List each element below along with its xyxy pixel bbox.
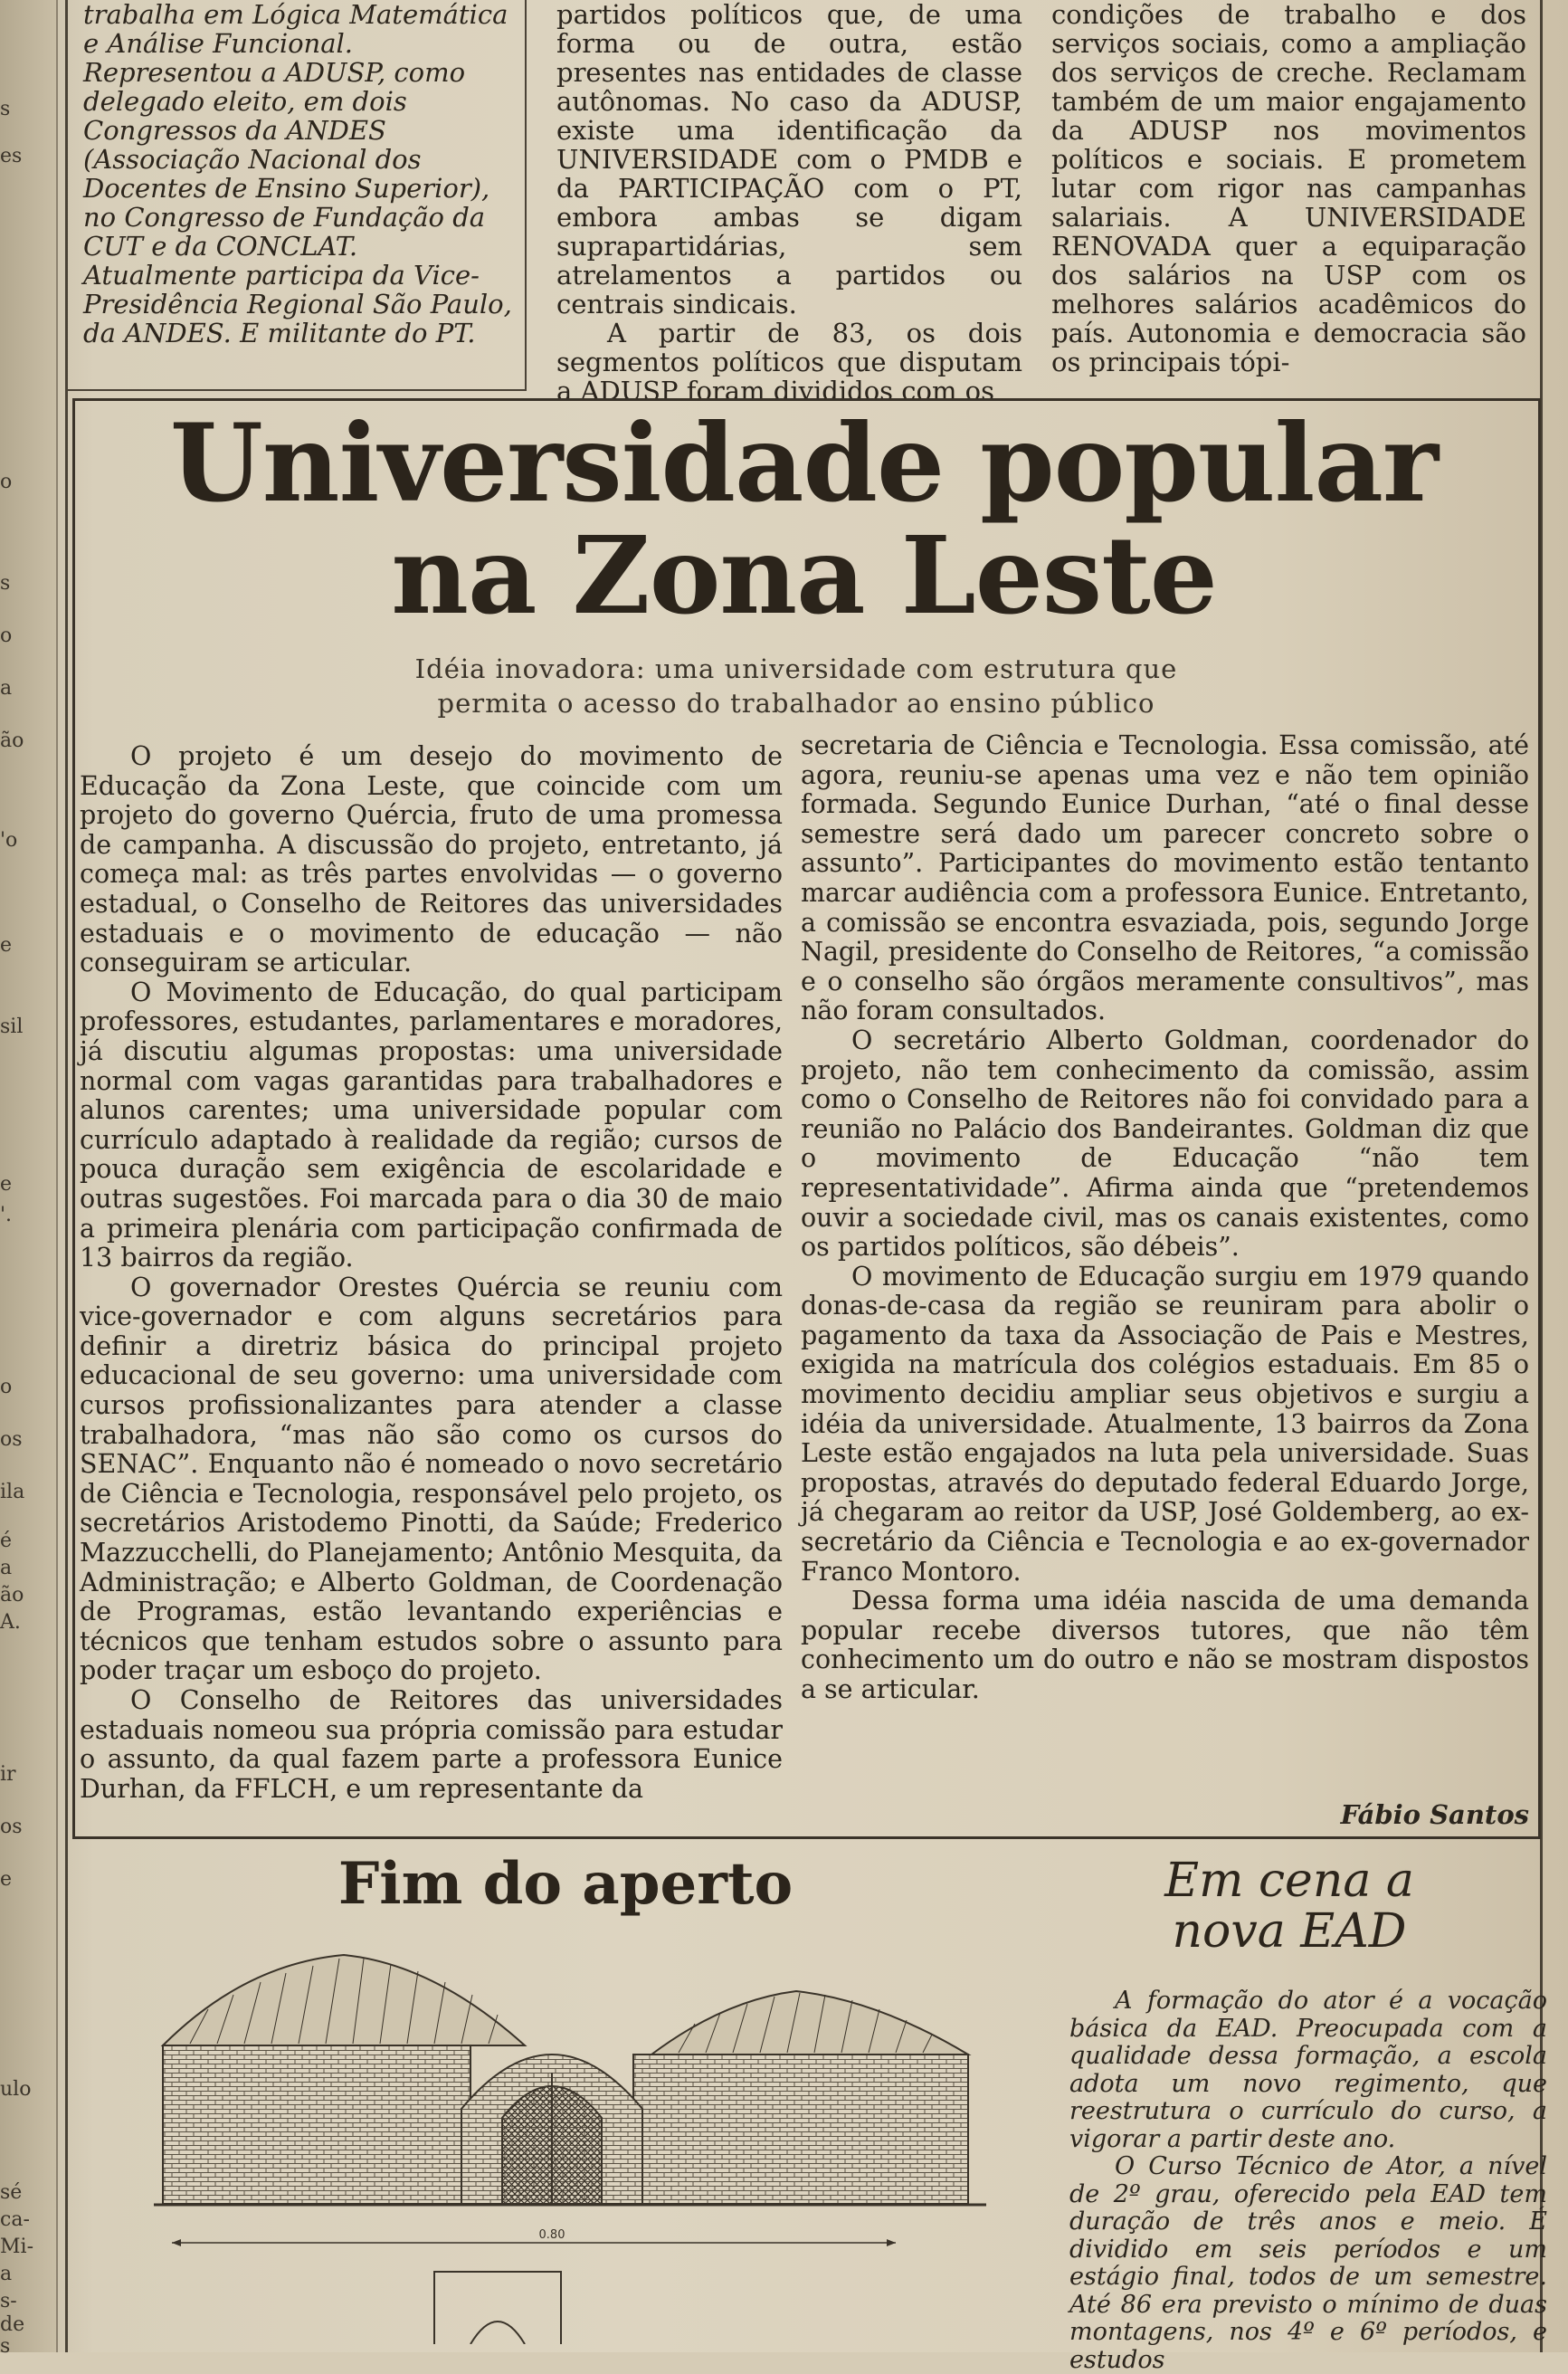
paragraph: O projeto é um desejo do movimento de Educação da Zona Leste, que coincide com um projeto do governo Quércia, fruto de uma promessa de campanha. A discussão do projeto, entretanto, já começa mal: as três partes envolvidas — o governo estadual, o Conselho de Reitores das universidades estaduais e o movimento de educação — não conseguiram se articular. xyxy=(80,741,783,978)
fold-fragment: é xyxy=(0,1530,13,1552)
article-column-2 xyxy=(801,731,1529,1705)
fold-fragment: '. xyxy=(0,1204,13,1226)
fold-fragment: e xyxy=(0,1868,13,1891)
fold-fragment: e xyxy=(0,934,13,957)
top-column-3: condições de trabalho e dos serviços sociais, como a ampliação dos serviços de creche. Reclamam também de um maior engajamento da ADUSP nos movimentos políticos e sociais. E prometem lutar com rigor nas campanhas salariais. A UNIVERSIDADE RENOVADA quer a equiparação dos salários na USP com os melhores salários acadêmicos do país. Autonomia e democracia são os principais tópi- xyxy=(1051,0,1526,377)
fold-fragment: s xyxy=(0,572,11,595)
fold-fragment: o xyxy=(0,1376,13,1398)
paragraph: O secretário Alberto Goldman, coordenador do projeto, não tem conhecimento da comissão, assim como o Conselho de Reitores não foi convidado para a reunião no Palácio dos Bandeirantes. Goldman diz que o movimento de Educação “não tem representatividade”. Afirma ainda que “pretendemos ouvir a sociedade civil, mas os canais existentes, como os partidos políticos, são débeis”. xyxy=(801,1025,1529,1263)
author-bio: trabalha em Lógica Matemática e Análise Funcional. Representou a ADUSP, como delegado eleito, em dois Congressos da ANDES (Associação Nacional dos Docentes de Ensino Superior), no Congresso de Fundação da CUT e da CONCLAT. Atualmente participa da Vice-Presidência Regional São Paulo, da ANDES. E militante do PT. xyxy=(83,0,512,348)
fold-fragment: de xyxy=(0,2313,25,2336)
fold-fragment: a xyxy=(0,2263,13,2285)
paragraph: O movimento de Educação surgiu em 1979 quando donas-de-casa da região se reuniram para abolir o pagamento da taxa da Associação de Pais e Mestres, exigida na matrícula dos colégios estaduais. Em 85 o movimento decidiu ampliar seus objetivos e surgiu a idéia da universidade. Atualmente, 13 bairros da Zona Leste estão engajados na luta pela universidade. Suas propostas, através do deputado federal Eduardo Jorge, já chegaram ao reitor da USP, José Goldemberg, ao ex-secretário da Ciência e Tecnologia e ao ex-governador Franco Montoro. xyxy=(801,1261,1529,1587)
ead-title-line-2: nova EAD xyxy=(1172,1904,1407,1959)
paragraph: O governador Orestes Quércia se reuniu com vice-governador e com alguns secretários para definir a diretriz básica do principal projeto educacional de seu governo: uma universidade com cursos profissionalizantes para atender a classe trabalhadora, “mas não são como os cursos do SENAC”. Enquanto não é nomeado o novo secretário de Ciência e Tecnologia, responsável pelo projeto, os secretários Aristodemo Pinotti, da Saúde; Frederico Mazzucchelli, do Planejamento; Antônio Mesquita, da Administração; e Alberto Goldman, de Coordenação de Programas, estão levantando experiências e técnicos que tenham estudos sobre o assunto para poder traçar um esboço do projeto. xyxy=(80,1272,783,1686)
article-subhead xyxy=(344,652,1249,720)
ead-headline xyxy=(1113,1855,1466,1957)
fold-fragment: s xyxy=(0,98,11,120)
right-wall xyxy=(633,2055,968,2204)
fold-fragment: o xyxy=(0,471,13,493)
paragraph: Dessa forma uma idéia nascida de uma demanda popular recebe diversos tutores, que não têm conhecimento um do outro e não se mostram dispostos a se articular. xyxy=(801,1586,1529,1704)
top-column-2-text: partidos políticos que, de uma forma ou de outra, estão presentes nas entidades de classe autônomas. No caso da ADUSP, existe uma identificação da UNIVERSIDADE com o PMDB e da PARTICIPAÇÃO com o PT, embora ambas se digam suprapartidárias, sem atrelamentos a partidos ou centrais sindicais. xyxy=(556,0,1022,319)
right-roof xyxy=(651,1991,968,2055)
top-column-2-paragraph: A partir de 83, os dois segmentos políticos que disputam a ADUSP foram divididos com os xyxy=(556,318,1022,406)
fim-headline: Fim do aperto xyxy=(337,1850,794,1918)
left-fold-column xyxy=(0,0,58,2358)
fold-fragment: s xyxy=(0,2335,11,2358)
ead-article-body xyxy=(1069,1988,1547,2374)
fold-fragment: ulo xyxy=(0,2078,32,2101)
left-wall xyxy=(163,2045,470,2204)
headline-line-1: Universidade popular xyxy=(169,400,1439,526)
fold-fragment: sé xyxy=(0,2181,23,2204)
fold-fragment: o xyxy=(0,624,13,647)
dimension-label: 0.80 xyxy=(538,2228,565,2242)
paragraph: O Movimento de Educação, do qual participam professores, estudantes, parlamentares e moradores, já discutiu algumas propostas: uma universidade normal com vagas garantidas para trabalhadores e alunos carentes; uma universidade popular com currículo adaptado à realidade da região; cursos de pouca duração sem exigência de escolaridade e outras sugestões. Foi marcada para o dia 30 de maio a primeira plenária com participação confirmada de 13 bairros da região. xyxy=(80,977,783,1273)
left-roof xyxy=(163,1955,525,2045)
fold-fragment: s- xyxy=(0,2290,17,2312)
headline-line-2: na Zona Leste xyxy=(391,512,1217,638)
fold-fragment: a xyxy=(0,1557,13,1579)
fold-fragment: 'o xyxy=(0,829,18,852)
fold-fragment: ão xyxy=(0,1584,24,1607)
fold-fragment: A. xyxy=(0,1611,21,1634)
top-column-2 xyxy=(556,0,1022,405)
paragraph: O Curso Técnico de Ator, a nível de 2º grau, oferecido pela EAD tem duração de três anos e meio. É dividido em seis períodos e um estágio final, todos de um semestre. Até 86 era previsto o mínimo de duas montagens, nos 4º e 6º períodos, e estudos xyxy=(1069,2152,1547,2374)
fold-fragment: ca- xyxy=(0,2208,30,2231)
article-column-1 xyxy=(80,742,783,1804)
subhead-line-2: permita o acesso do trabalhador ao ensino público xyxy=(437,688,1155,719)
ead-title-line-1: Em cena a xyxy=(1164,1854,1414,1908)
building-elevation-drawing xyxy=(154,1928,986,2344)
article-headline xyxy=(72,400,1535,638)
fold-fragment: os xyxy=(0,1428,23,1451)
subhead-line-1: Idéia inovadora: uma universidade com estrutura que xyxy=(414,653,1178,684)
fold-fragment: sil xyxy=(0,1015,24,1038)
fold-fragment: ão xyxy=(0,729,24,752)
fold-fragment: es xyxy=(0,145,23,167)
fold-fragment: Mi- xyxy=(0,2236,33,2258)
fold-fragment: e xyxy=(0,1173,13,1196)
fold-fragment: ila xyxy=(0,1481,25,1503)
fold-fragment: ir xyxy=(0,1763,16,1786)
paragraph: O Conselho de Reitores das universidades estaduais nomeou sua própria comissão para estudar o assunto, da qual fazem parte a professora Eunice Durhan, da FFLCH, e um representante da xyxy=(80,1685,783,1804)
paragraph: A formação do ator é a vocação básica da EAD. Preocupada com a qualidade dessa formação, a escola adota um novo regimento, que reestrutura o currículo do curso, a vigorar a partir deste ano. xyxy=(1069,1987,1547,2153)
fold-fragment: a xyxy=(0,677,13,700)
article-byline: Fábio Santos xyxy=(1340,1799,1529,1830)
fold-fragment: os xyxy=(0,1816,23,1838)
paragraph: secretaria de Ciência e Tecnologia. Essa comissão, até agora, reuniu-se apenas uma vez e não tem opinião formada. Segundo Eunice Durhan, “até o final desse semestre será dado um parecer concreto sobre o assunto”. Participantes do movimento estão tentanto marcar audiência com a professora Eunice. Entretanto, a comissão se encontra esvaziada, pois, segundo Jorge Nagil, presidente do Conselho de Reitores, “a comissão e o conselho são órgãos meramente consultivos”, mas não foram consultados. xyxy=(801,730,1529,1026)
